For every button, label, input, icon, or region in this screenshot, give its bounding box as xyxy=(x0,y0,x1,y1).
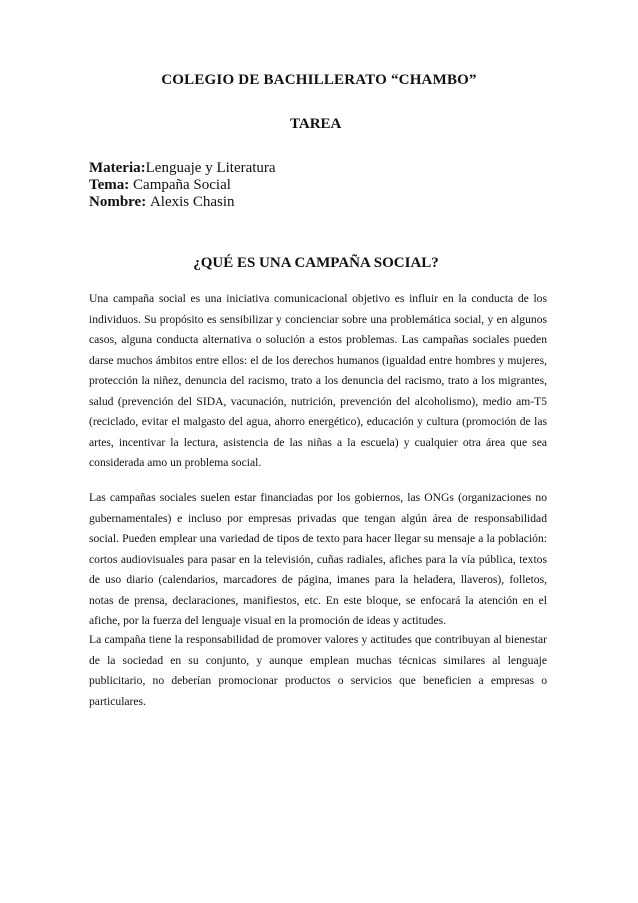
school-name: COLEGIO DE BACHILLERATO “CHAMBO” xyxy=(161,72,477,88)
paragraph-text: Una campaña social es una iniciativa comunicacional objetivo es influir en la conducta de los individuos. Su propósito es sensibilizar y concienciar sobre una problemática social, y en algunos casos, alguna conducta alternativa o solución a estos problemas. Las campañas sociales pueden darse muchos ámbitos entre ellos: el de los derechos humanos (igualdad entre hombres y mujeres, protección la niñez, denuncia del racismo, trato a los denuncia del racismo, trato a los migrantes, salud (prevención del SIDA, vacunación, nutrición, prevención del alcoholismo), medio am-T5 (reciclado, evitar el malgasto del agua, ahorro energético), educación y cultura (promoción de las artes, incentivar la lectura, asistencia de las niñas a la escuela) y cualquier otra área que sea considerada amo un problema social. xyxy=(89,292,547,469)
student-info xyxy=(89,160,276,211)
subject-row xyxy=(89,160,276,177)
topic-value: Campaña Social xyxy=(133,177,231,193)
paragraph-2 xyxy=(89,488,547,632)
section-heading xyxy=(0,255,638,272)
name-value: Alexis Chasin xyxy=(149,194,235,210)
paragraph-3 xyxy=(89,630,547,712)
topic-label: Tema: xyxy=(89,177,130,193)
paragraph-text: La campaña tiene la responsabilidad de promover valores y actitudes que contribuyan al bienestar de la sociedad en su conjunto, y aunque emplean muchas técnicas similares al lenguaje publicitario, no deberían promocionar productos o servicios que beneficien a empresas o particulares. xyxy=(89,633,547,708)
subject-value: Lenguaje y Literatura xyxy=(145,160,276,176)
subject-label: Materia: xyxy=(89,160,146,176)
name-row xyxy=(89,194,276,211)
name-label: Nombre: xyxy=(89,194,147,210)
paragraph-text: Las campañas sociales suelen estar financiadas por los gobiernos, las ONGs (organizaciones no gubernamentales) e incluso por empresas privadas que tengan algún área de responsabilidad social. Pueden emplear una variedad de tipos de texto para hacer llegar su mensaje a la población: cortos audiovisuales para pasar en la televisión, cuñas radiales, afiches para la vía pública, textos de uso diario (calendarios, marcadores de página, imanes para la heladera, llaveros), folletos, notas de prensa, declaraciones, manifiestos, etc. En este bloque, se enfocará la atención en el afiche, por la fuerza del lenguaje visual en la promoción de ideas y actitudes. xyxy=(89,491,547,627)
section-heading-text: ¿QUÉ ES UNA CAMPAÑA SOCIAL? xyxy=(193,255,439,271)
document-title: TAREA xyxy=(290,116,342,132)
topic-row xyxy=(89,177,276,194)
paragraph-1 xyxy=(89,289,547,474)
